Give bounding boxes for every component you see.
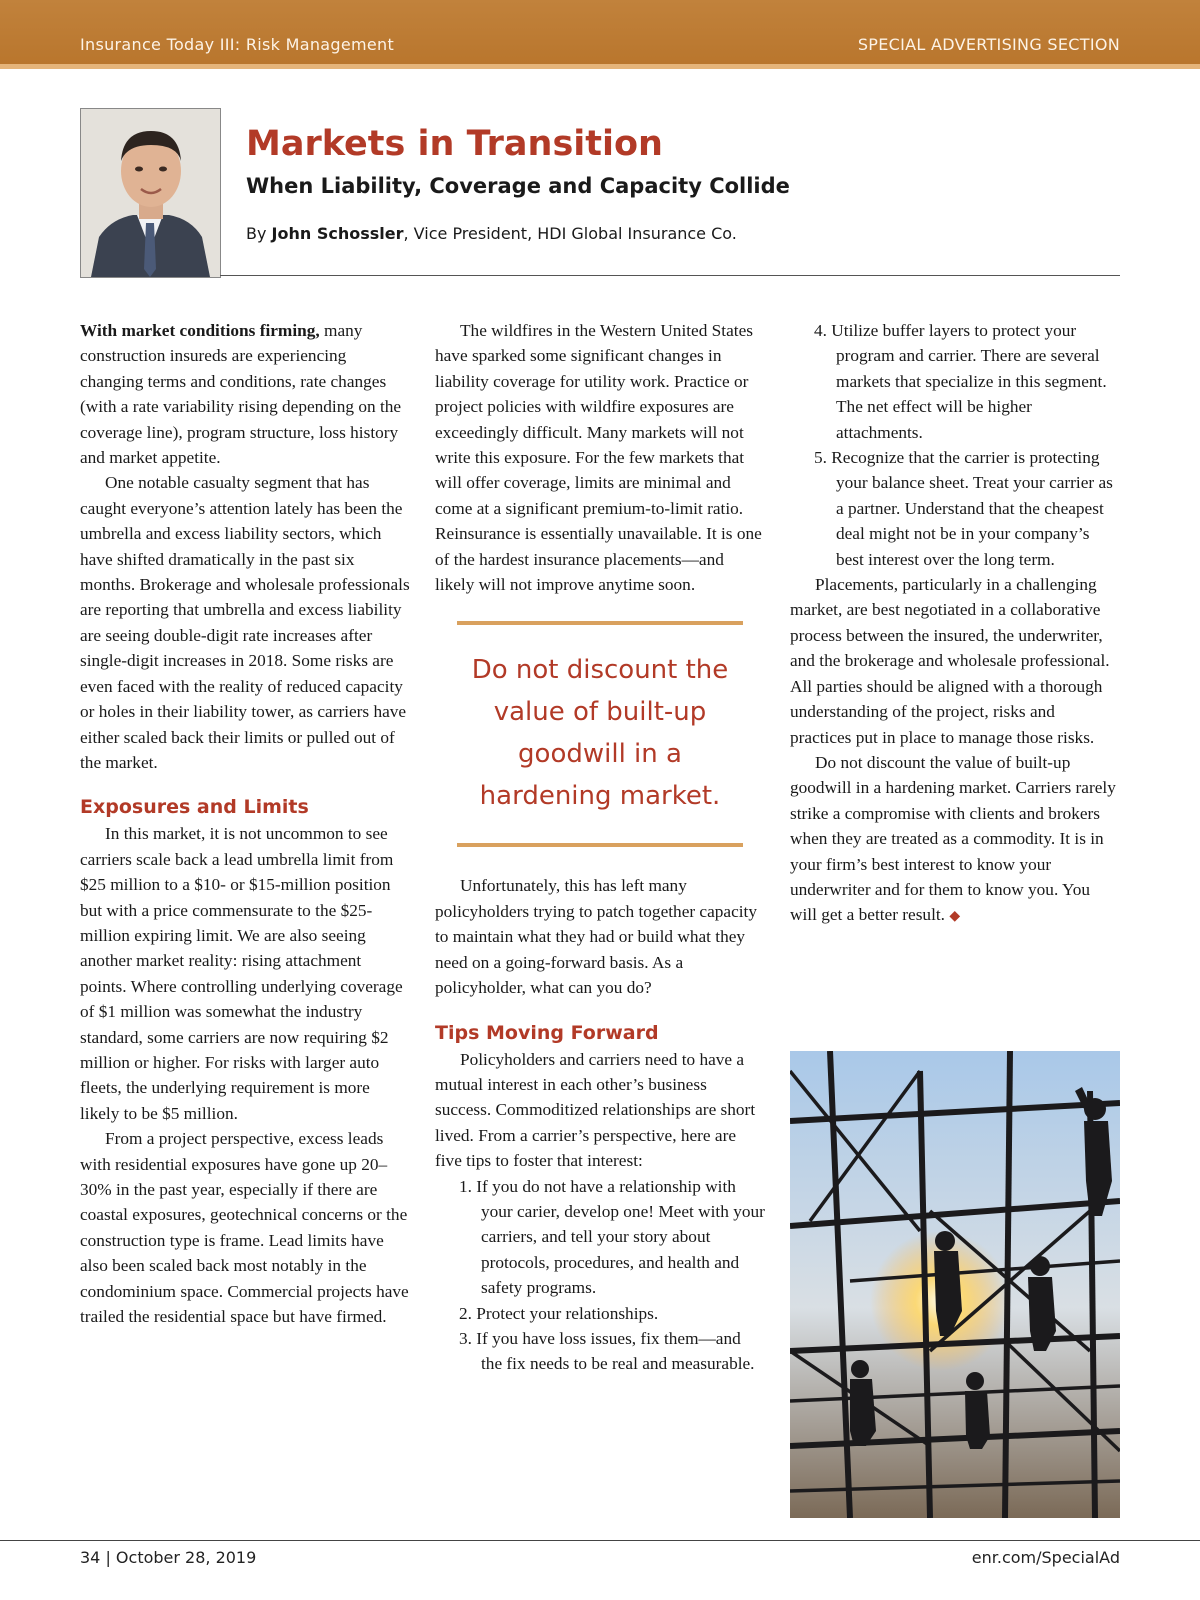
paragraph: One notable casualty segment that has caught everyone’s attention lately has been the umbrella and excess liability sectors, which have shifted dramatically in the past six months. Brokerage and wholesale professionals are reporting that umbrella and excess liability are seeing double-digit rate increases after single-digit increases in 2018. Some risks are even faced with the reality of reduced capacity or holes in their liability tower, as carriers have either scaled back their limits or pulled out of the market.: [80, 473, 410, 772]
footer-url: enr.com/SpecialAd: [971, 1548, 1120, 1567]
paragraph: Placements, particularly in a challenging market, are best negotiated in a collaborative process between the insured, the underwriter, and the brokerage and wholesale professional. All parties should be aligned with a thorough understanding of the project, risks and practices put in place to manage those risks.: [790, 575, 1110, 747]
column-2: [435, 318, 765, 1377]
article-title: Markets in Transition: [246, 124, 663, 164]
author-portrait-image: [81, 109, 220, 277]
scaffold-silhouette-image: [790, 1051, 1120, 1518]
section-heading-exposures: Exposures and Limits: [80, 796, 309, 819]
paragraph: Unfortunately, this has left many policyholders trying to patch together capacity to maintain what they had or build what they need on a going-forward basis. As a policyholder, what can you do?: [435, 876, 757, 998]
author-photo: [80, 108, 221, 278]
column-3: [790, 318, 1120, 930]
scaffold-photo: [790, 1051, 1120, 1518]
header-divider: [220, 275, 1120, 276]
paragraph: Policyholders and carriers need to have a mutual interest in each other’s business success. Commoditized relationships are short lived. From a carrier’s perspective, here are five tips to foster that interest:: [435, 1049, 756, 1171]
intro-paragraph: [80, 318, 410, 470]
list-item: 5. Recognize that the carrier is protecting your balance sheet. Treat your carrier as a partner. Understand that the cheapest deal might not be in your company’s best interest over the long term.: [814, 448, 1113, 569]
section-label: SPECIAL ADVERTISING SECTION: [857, 35, 1120, 54]
paragraph: From a project perspective, excess leads with residential exposures have gone up 20–30% in the past year, especially if there are coastal exposures, geotechnical concerns or the construction type is frame. Lead limits have also been scaled back most notably in the condominium space. Commercial projects have trailed the residential space but have firmed.: [80, 1129, 409, 1327]
publication-name: Insurance Today III: Risk Management: [80, 35, 395, 54]
end-diamond-icon: ◆: [949, 909, 961, 925]
section-heading-tips: Tips Moving Forward: [435, 1021, 659, 1044]
byline-prefix: By: [246, 224, 272, 243]
paragraph: The wildfires in the Western United States have sparked some significant changes in liability coverage for utility work. Practice or project policies with wildfire exposures are exceedingly difficult. Many markets will not write this exposure. For the few markets that will offer coverage, limits are minimal and come at a significant premium-to-limit ratio. Reinsurance is essentially unavailable. It is one of the hardest insurance placements—and likely will not improve anytime soon.: [435, 321, 762, 595]
tips-list: [435, 1174, 765, 1377]
pull-quote: Do not discount the value of built-up goodwill in a hardening market.: [457, 621, 743, 847]
paragraph-closing: [790, 750, 1120, 930]
article-subtitle: When Liability, Coverage and Capacity Collide: [246, 174, 790, 198]
page-info: 34 | October 28, 2019: [80, 1548, 257, 1567]
tips-list-continued: [790, 318, 1120, 572]
intro-text: many construction insureds are experiencing changing terms and conditions, rate changes (with a rate variability rising depending on the coverage line), program structure, loss history and market appetite.: [80, 321, 402, 468]
banner-underline: [0, 64, 1200, 69]
closing-text: Do not discount the value of built-up goodwill in a hardening market. Carriers rarely strike a compromise with clients and brokers when they are treated as a commodity. It is in your firm’s best interest to know your underwriter and for them to know you. You will get a better result.: [790, 752, 1116, 925]
top-banner: [0, 0, 1200, 64]
list-item: 4. Utilize buffer layers to protect your program and carrier. There are several markets that specialize in this segment. The net effect will be higher attachments.: [814, 321, 1107, 442]
byline: [246, 224, 737, 243]
author-role: , Vice President, HDI Global Insurance Co.: [403, 224, 737, 243]
footer-divider: [0, 1540, 1200, 1541]
paragraph: In this market, it is not uncommon to see carriers scale back a lead umbrella limit from $25 million to a $10- or $15-million position but with a price commensurate to the $25-million expiring limit. We are also seeing another market reality: rising attachment points. Where controlling underlying coverage of $1 million was somewhat the industry standard, some carriers are now requiring $2 million or higher. For risks with larger auto fleets, the underlying requirement is more likely to be $5 million.: [80, 824, 403, 1123]
list-item: 2. Protect your relationships.: [459, 1303, 659, 1323]
list-item: 3. If you have loss issues, fix them—and the fix needs to be real and measurable.: [459, 1328, 755, 1374]
author-name: John Schossler: [271, 224, 404, 243]
lead-in: With market conditions firming,: [80, 321, 320, 340]
column-1: [80, 318, 410, 1329]
list-item: 1. If you do not have a relationship with your carier, develop one! Meet with your carriers, and tell your story about protocols, procedures, and health and safety programs.: [459, 1176, 765, 1298]
